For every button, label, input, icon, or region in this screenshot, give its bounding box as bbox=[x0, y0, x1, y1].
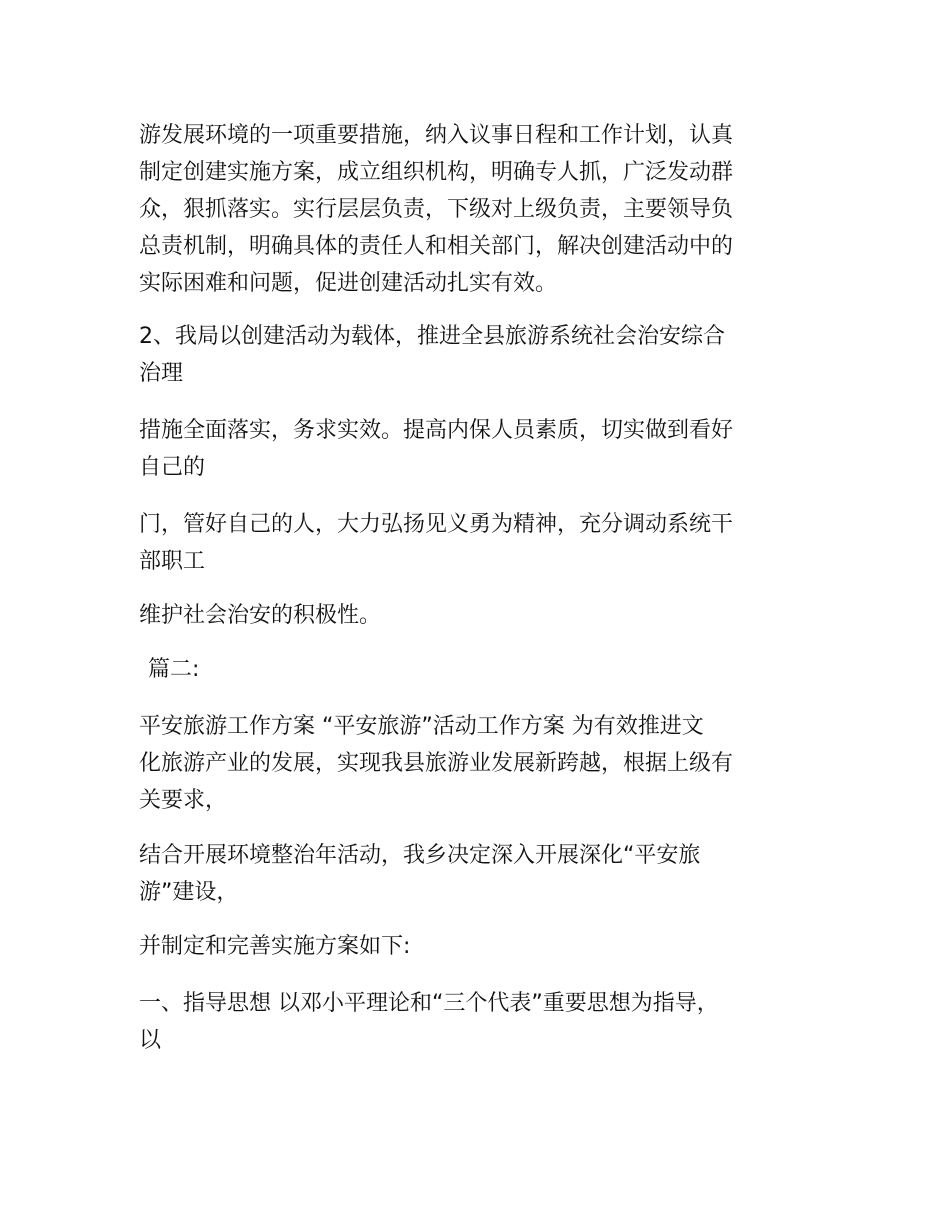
text-line: 维护社会治安的积极性。 bbox=[139, 603, 382, 628]
paragraph-2 bbox=[139, 318, 819, 392]
text-line: 一、指导思想 以邓小平理论和“三个代表”重要思想为指导， bbox=[139, 991, 719, 1016]
text-line: 部职工 bbox=[139, 549, 206, 574]
text-line: 篇二: bbox=[148, 657, 200, 682]
text-line: 众，狠抓落实。实行层层负责，下级对上级负责，主要领导负 bbox=[139, 197, 734, 222]
text-line: 以 bbox=[139, 1028, 162, 1053]
text-line: 并制定和完善实施方案如下: bbox=[139, 934, 411, 959]
text-line: 2、我局以创建活动为载体，推进全县旅游系统社会治安综合 bbox=[139, 324, 725, 349]
text-line: 结合开展环境整治年活动，我乡决定深入开展深化“平安旅 bbox=[139, 843, 701, 868]
text-line: 门，管好自己的人，大力弘扬见义勇为精神，充分调动系统干 bbox=[139, 512, 734, 537]
paragraph-1 bbox=[139, 117, 819, 302]
text-line: 自己的 bbox=[139, 455, 206, 480]
paragraph-9 bbox=[139, 985, 819, 1059]
paragraph-6 bbox=[139, 708, 819, 819]
text-line: 平安旅游工作方案 “平安旅游”活动工作方案 为有效推进文 bbox=[139, 714, 704, 739]
section-heading bbox=[148, 651, 828, 688]
text-line: 治理 bbox=[139, 361, 184, 386]
text-line: 游发展环境的一项重要措施，纳入议事日程和工作计划，认真 bbox=[139, 123, 734, 148]
paragraph-5 bbox=[139, 597, 819, 634]
paragraph-4 bbox=[139, 506, 819, 580]
text-line: 游”建设， bbox=[139, 880, 239, 905]
paragraph-7 bbox=[139, 837, 819, 911]
text-line: 制定创建实施方案，成立组织机构，明确专人抓，广泛发动群 bbox=[139, 160, 734, 185]
paragraph-3 bbox=[139, 412, 819, 486]
text-line: 措施全面落实，务求实效。提高内保人员素质，切实做到看好 bbox=[139, 418, 734, 443]
paragraph-8 bbox=[139, 928, 819, 965]
text-line: 化旅游产业的发展，实现我县旅游业发展新跨越，根据上级有 bbox=[139, 751, 734, 776]
text-line: 实际困难和问题，促进创建活动扎实有效。 bbox=[139, 271, 558, 296]
text-line: 总责机制，明确具体的责任人和相关部门，解决创建活动中的 bbox=[139, 234, 734, 259]
text-line: 关要求， bbox=[139, 788, 228, 813]
